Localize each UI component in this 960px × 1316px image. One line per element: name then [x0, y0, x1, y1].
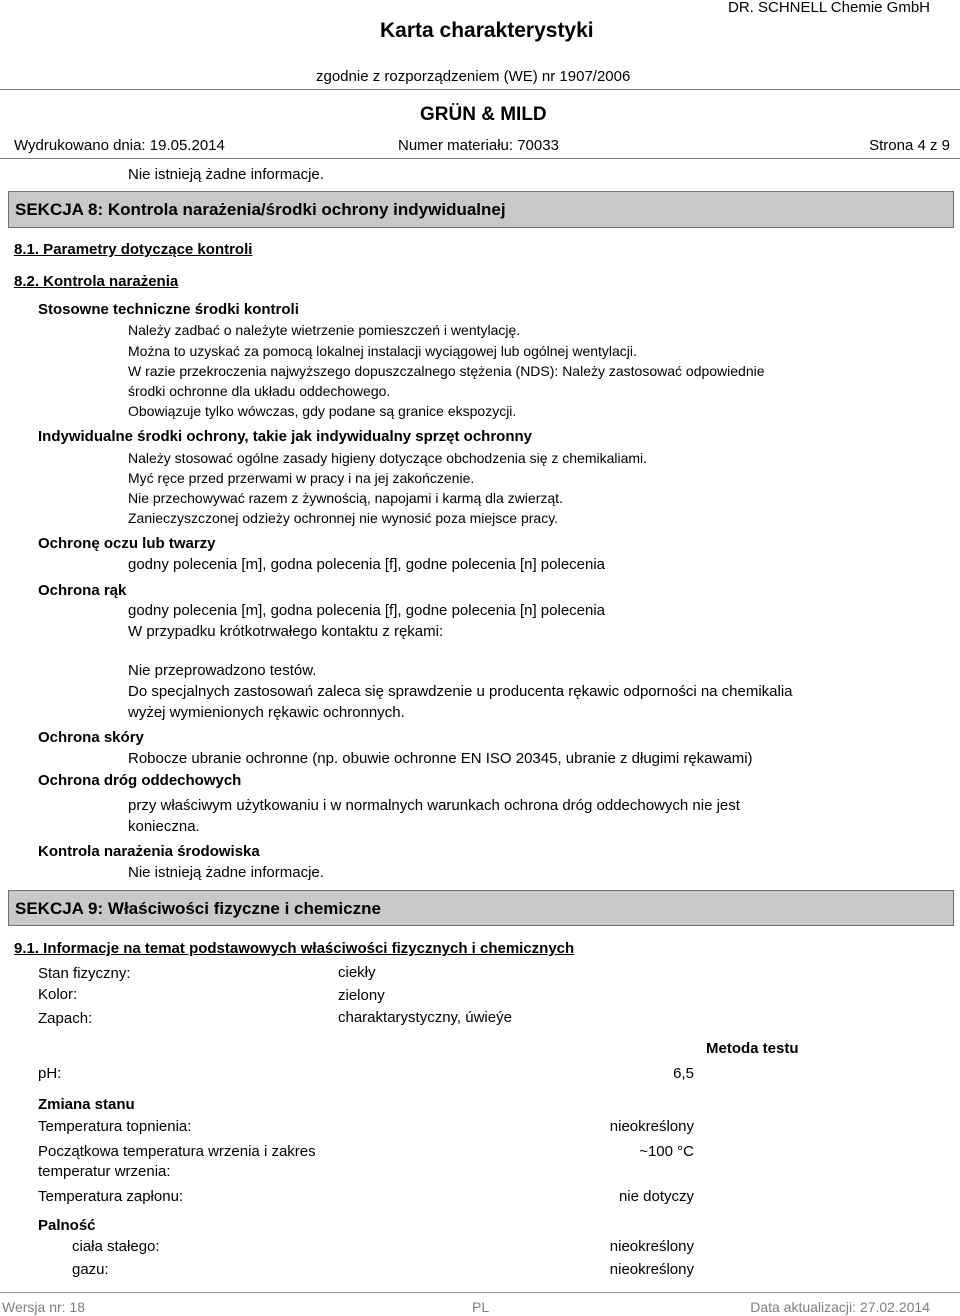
- section-9-header: [8, 890, 954, 926]
- subsection-8-2: 8.2. Kontrola narażenia: [14, 273, 179, 290]
- header-rule-bottom: [0, 158, 960, 159]
- material-number: Numer materiału: 70033: [398, 137, 559, 154]
- company-name: DR. SCHNELL Chemie GmbH: [728, 0, 930, 16]
- ppe-line: Myć ręce przed przerwami w pracy i na jej zakończenie.: [128, 470, 475, 486]
- flammability-gas-value: nieokreślony: [609, 1261, 694, 1278]
- flash-point-label: Temperatura zapłonu:: [38, 1188, 184, 1205]
- language-code: PL: [472, 1299, 490, 1315]
- regulation-line: zgodnie z rozporządzeniem (WE) nr 1907/2006: [316, 68, 631, 85]
- boiling-point-label-line-1: Początkowa temperatura wrzenia i zakres: [38, 1143, 316, 1160]
- flammability-gas-label: gazu:: [72, 1261, 109, 1278]
- skin-protection-heading: Ochrona skóry: [38, 729, 144, 746]
- color-label: Kolor:: [38, 986, 78, 1003]
- flammability-solid-label: ciała stałego:: [72, 1238, 160, 1255]
- physical-state-label: Stan fizyczny:: [38, 965, 131, 982]
- odor-label: Zapach:: [38, 1010, 93, 1027]
- melting-point-value: nieokreślony: [609, 1118, 694, 1135]
- subsection-8-1: 8.1. Parametry dotyczące kontroli: [14, 241, 253, 258]
- ppe-line: Nie przechowywać razem z żywnością, napojami i karmą dla zwierząt.: [128, 490, 563, 506]
- state-change-heading: Zmiana stanu: [38, 1096, 135, 1113]
- section-8-header: [8, 191, 954, 228]
- print-date: Wydrukowano dnia: 19.05.2014: [14, 137, 225, 154]
- footer-rule: [0, 1292, 960, 1293]
- boiling-point-label-line-2: temperatur wrzenia:: [38, 1163, 171, 1180]
- hand-line: wyżej wymienionych rękawic ochronnych.: [128, 704, 405, 721]
- update-date: Data aktualizacji: 27.02.2014: [750, 1299, 930, 1315]
- tech-line: środki ochronne dla układu oddechowego.: [128, 383, 391, 399]
- product-name: GRÜN & MILD: [420, 104, 547, 125]
- subsection-9-1: 9.1. Informacje na temat podstawowych właściwości fizycznych i chemicznych: [14, 940, 575, 957]
- melting-point-label: Temperatura topnienia:: [38, 1118, 192, 1135]
- ppe-line: Należy stosować ogólne zasady higieny dotyczące obchodzenia się z chemikaliami.: [128, 450, 648, 466]
- technical-controls-heading: Stosowne techniczne środki kontroli: [38, 301, 299, 318]
- resp-line: konieczna.: [128, 818, 200, 835]
- ph-value: 6,5: [673, 1065, 694, 1082]
- header-rule-top: [0, 89, 960, 90]
- flammability-solid-value: nieokreślony: [609, 1238, 694, 1255]
- skin-protection-text: Robocze ubranie ochronne (np. obuwie ochronne EN ISO 20345, ubranie z długimi rękawami): [128, 750, 753, 767]
- ph-label: pH:: [38, 1065, 62, 1082]
- eye-protection-heading: Ochronę oczu lub twarzy: [38, 535, 216, 552]
- hand-protection-heading: Ochrona rąk: [38, 582, 127, 599]
- hand-line: W przypadku krótkotrwałego kontaktu z rękami:: [128, 623, 444, 640]
- hand-line: godny polecenia [m], godna polecenia [f], godne polecenia [n] polecenia: [128, 602, 606, 619]
- resp-line: przy właściwym użytkowaniu i w normalnych warunkach ochrona dróg oddechowych nie jest: [128, 797, 740, 814]
- ppe-heading: Indywidualne środki ochrony, takie jak indywidualny sprzęt ochronny: [38, 428, 532, 445]
- tech-line: W razie przekroczenia najwyższego dopuszczalnego stężenia (NDS): Należy zastosować odpowiednie: [128, 363, 765, 379]
- version-number: Wersja nr: 18: [2, 1299, 85, 1315]
- hand-line: Do specjalnych zastosowań zaleca się sprawdzenie u producenta rękawic odporności na chemikalia: [128, 683, 793, 700]
- section-9-title: SEKCJA 9: Właściwości fizyczne i chemiczne: [15, 899, 381, 918]
- boiling-point-value: ~100 °C: [639, 1143, 694, 1160]
- physical-state-value: ciekły: [338, 964, 376, 981]
- flash-point-value: nie dotyczy: [618, 1188, 694, 1205]
- tech-line: Obowiązuje tylko wówczas, gdy podane są granice ekspozycji.: [128, 403, 517, 419]
- tech-line: Należy zadbać o należyte wietrzenie pomieszczeń i wentylację.: [128, 322, 521, 338]
- environmental-controls-text: Nie istnieją żadne informacje.: [128, 864, 324, 881]
- carryover-text: Nie istnieją żadne informacje.: [128, 166, 324, 183]
- document-title: Karta charakterystyki: [380, 19, 594, 42]
- eye-protection-text: godny polecenia [m], godna polecenia [f], godne polecenia [n] polecenia: [128, 556, 606, 573]
- color-value: zielony: [338, 987, 385, 1004]
- ppe-line: Zanieczyszczonej odzieży ochronnej nie wynosić poza miejsce pracy.: [128, 510, 559, 526]
- flammability-heading: Palność: [38, 1217, 96, 1234]
- respiratory-protection-heading: Ochrona dróg oddechowych: [38, 772, 242, 789]
- hand-line: Nie przeprowadzono testów.: [128, 662, 317, 679]
- environmental-controls-heading: Kontrola narażenia środowiska: [38, 843, 260, 860]
- page-number: Strona 4 z 9: [869, 137, 950, 154]
- section-8-title: SEKCJA 8: Kontrola narażenia/środki ochrony indywidualnej: [15, 200, 506, 219]
- tech-line: Można to uzyskać za pomocą lokalnej instalacji wyciągowej lub ogólnej wentylacji.: [128, 343, 637, 359]
- test-method-header: Metoda testu: [706, 1040, 799, 1057]
- odor-value: charaktarystyczny, úwieýe: [338, 1009, 512, 1026]
